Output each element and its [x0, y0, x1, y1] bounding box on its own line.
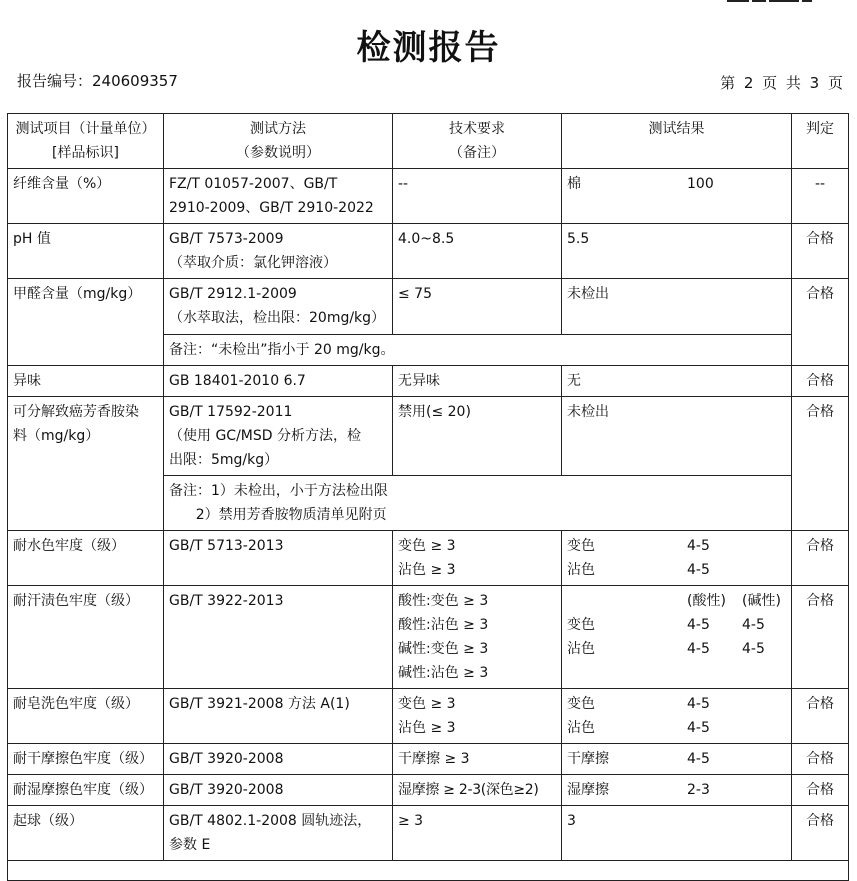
verdict-cell: -- — [792, 169, 849, 224]
test-results-table — [7, 113, 849, 881]
table-row — [8, 806, 849, 861]
item-cell: pH 值 — [8, 224, 164, 279]
report-number: 报告编号：240609357 — [17, 72, 178, 90]
requirement-cell: ≤ 75 — [393, 279, 562, 335]
requirement-cell: 4.0~8.5 — [393, 224, 562, 279]
table-header-row — [8, 114, 849, 169]
result-cell: 未检出 — [562, 397, 792, 476]
item-cell: 耐湿摩擦色牢度（级） — [8, 775, 164, 806]
table-row — [8, 586, 849, 689]
verdict-cell: 合格 — [792, 279, 849, 366]
verdict-cell: 合格 — [792, 531, 849, 586]
table-row — [8, 169, 849, 224]
item-cell: 纤维含量（%） — [8, 169, 164, 224]
requirement-cell: 变色 ≥ 3 沾色 ≥ 3 — [393, 689, 562, 744]
requirement-cell: 湿摩擦 ≥ 2-3(深色≥2) — [393, 775, 562, 806]
result-cell: 棉 100 — [562, 169, 792, 224]
method-cell: GB/T 3920-2008 — [164, 744, 393, 775]
table-row — [8, 224, 849, 279]
note-cell: 备注：1）未检出，小于方法检出限 2）禁用芳香胺物质清单见附页 — [164, 476, 792, 531]
table-row-empty — [8, 861, 849, 881]
header-requirement: 技术要求 （备注） — [393, 114, 562, 169]
report-title: 检测报告 — [356, 28, 501, 68]
table-row — [8, 531, 849, 586]
result-cell: 变色 4-5 沾色 4-5 — [562, 531, 792, 586]
table-row — [8, 744, 849, 775]
item-cell: 起球（级） — [8, 806, 164, 861]
header-method: 测试方法 （参数说明） — [164, 114, 393, 169]
result-cell: 湿摩擦 2-3 — [562, 775, 792, 806]
method-cell: GB/T 7573-2009 （萃取介质：氯化钾溶液） — [164, 224, 393, 279]
verdict-cell: 合格 — [792, 775, 849, 806]
requirement-cell: 干摩擦 ≥ 3 — [393, 744, 562, 775]
verdict-cell: 合格 — [792, 689, 849, 744]
table-row — [8, 279, 849, 335]
header-verdict: 判定 — [792, 114, 849, 169]
item-cell: 耐汗渍色牢度（级） — [8, 586, 164, 689]
requirement-cell: 无异味 — [393, 366, 562, 397]
result-cell: (酸性) (碱性) 变色 4-5 4-5 沾色 4-5 4-5 — [562, 586, 792, 689]
item-cell: 耐干摩擦色牢度（级） — [8, 744, 164, 775]
header-result: 测试结果 — [562, 114, 792, 169]
table-row — [8, 775, 849, 806]
method-cell: GB/T 17592-2011 （使用 GC/MSD 分析方法，检 出限：5mg/kg） — [164, 397, 393, 476]
page-indicator: 第 2 页 共 3 页 — [720, 74, 845, 92]
method-cell: GB 18401-2010 6.7 — [164, 366, 393, 397]
item-cell: 异味 — [8, 366, 164, 397]
verdict-cell: 合格 — [792, 806, 849, 861]
top-edge-mark — [727, 0, 817, 2]
requirement-cell: 变色 ≥ 3 沾色 ≥ 3 — [393, 531, 562, 586]
result-cell: 变色 4-5 沾色 4-5 — [562, 689, 792, 744]
requirement-cell: -- — [393, 169, 562, 224]
item-cell: 可分解致癌芳香胺染 料（mg/kg） — [8, 397, 164, 531]
verdict-cell: 合格 — [792, 366, 849, 397]
result-cell: 干摩擦 4-5 — [562, 744, 792, 775]
item-cell: 耐水色牢度（级） — [8, 531, 164, 586]
result-cell: 5.5 — [562, 224, 792, 279]
method-cell: GB/T 3920-2008 — [164, 775, 393, 806]
verdict-cell: 合格 — [792, 586, 849, 689]
note-cell: 备注：“未检出”指小于 20 mg/kg。 — [164, 335, 792, 366]
item-cell: 耐皂洗色牢度（级） — [8, 689, 164, 744]
result-cell: 3 — [562, 806, 792, 861]
table-row — [8, 397, 849, 476]
method-cell: GB/T 4802.1-2008 圆轨迹法， 参数 E — [164, 806, 393, 861]
result-cell: 无 — [562, 366, 792, 397]
result-cell: 未检出 — [562, 279, 792, 335]
method-cell: GB/T 3921-2008 方法 A(1) — [164, 689, 393, 744]
method-cell: GB/T 3922-2013 — [164, 586, 393, 689]
item-cell: 甲醛含量（mg/kg） — [8, 279, 164, 366]
requirement-cell: 酸性:变色 ≥ 3 酸性:沾色 ≥ 3 碱性:变色 ≥ 3 碱性:沾色 ≥ 3 — [393, 586, 562, 689]
method-cell: GB/T 5713-2013 — [164, 531, 393, 586]
table-row — [8, 689, 849, 744]
verdict-cell: 合格 — [792, 744, 849, 775]
method-cell: FZ/T 01057-2007、GB/T 2910-2009、GB/T 2910-2022 — [164, 169, 393, 224]
requirement-cell: 禁用(≤ 20) — [393, 397, 562, 476]
requirement-cell: ≥ 3 — [393, 806, 562, 861]
verdict-cell: 合格 — [792, 224, 849, 279]
header-item: 测试项目（计量单位） [样品标识] — [8, 114, 164, 169]
method-cell: GB/T 2912.1-2009 （水萃取法，检出限：20mg/kg） — [164, 279, 393, 335]
verdict-cell: 合格 — [792, 397, 849, 531]
table-row — [8, 366, 849, 397]
